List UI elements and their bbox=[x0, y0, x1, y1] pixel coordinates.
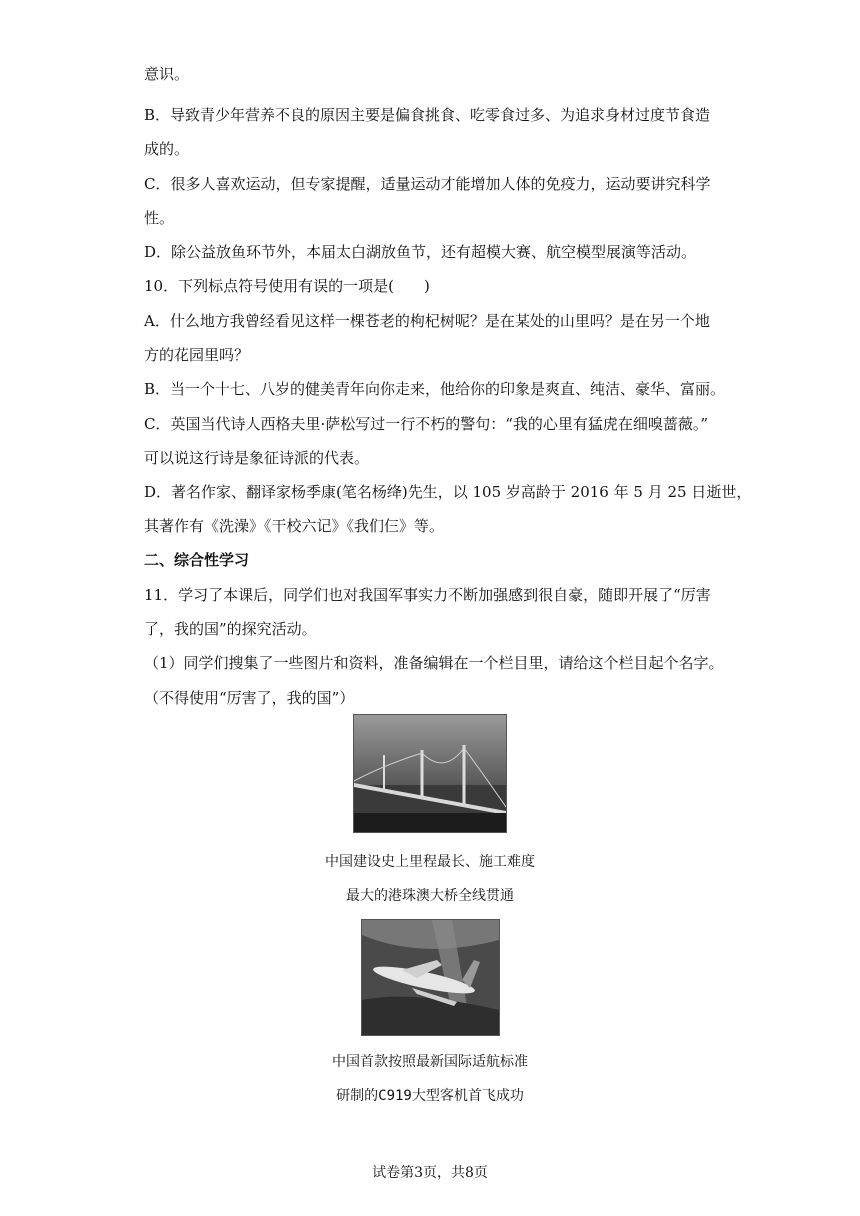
option-b: B．当一个十七、八岁的健美青年向你走来，他给你的印象是爽直、纯洁、豪华、富丽。 bbox=[144, 380, 726, 398]
plane-caption: 中国首款按照最新国际适航标准 bbox=[332, 1054, 528, 1070]
text-line: 可以说这行诗是象征诗派的代表。 bbox=[144, 449, 370, 467]
bridge-caption: 中国建设史上里程最长、施工难度 bbox=[325, 854, 535, 870]
option-b: B．导致青少年营养不良的原因主要是偏食挑食、吃零食过多、为追求身材过度节食造 bbox=[144, 106, 711, 124]
text-line: 了，我的国”的探究活动。 bbox=[144, 620, 317, 638]
text-line: （不得使用“厉害了，我的国”） bbox=[144, 689, 355, 707]
plane-caption: 研制的C919大型客机首飞成功 bbox=[336, 1088, 524, 1104]
plane-photo bbox=[361, 919, 500, 1036]
text-line: 其著作有《洗澡》《干校六记》《我们仨》等。 bbox=[144, 517, 445, 535]
text-line: 成的。 bbox=[144, 140, 190, 158]
option-c: C．很多人喜欢运动，但专家提醒，适量运动才能增加人体的免疫力，运动要讲究科学 bbox=[144, 175, 711, 193]
sub-question-1: （1）同学们搜集了一些图片和资料，准备编辑在一个栏目里，请给这个栏目起个名字。 bbox=[144, 654, 724, 672]
text-line: 方的花园里吗？ bbox=[144, 346, 250, 364]
option-d: D．除公益放鱼环节外，本届太白湖放鱼节，还有超模大赛、航空模型展演等活动。 bbox=[144, 243, 697, 261]
option-a: A．什么地方我曾经看见这样一棵苍老的枸杞树呢？是在某处的山里吗？是在另一个地 bbox=[144, 312, 710, 330]
section-heading: 二、综合性学习 bbox=[144, 551, 250, 569]
option-c: C．英国当代诗人西格夫里·萨松写过一行不朽的警句：“我的心里有猛虎在细嗅蔷薇。” bbox=[144, 415, 709, 433]
bridge-caption: 最大的港珠澳大桥全线贯通 bbox=[346, 888, 514, 904]
text-line: 意识。 bbox=[144, 65, 190, 83]
bridge-photo bbox=[353, 714, 507, 833]
option-d: D．著名作家、翻译家杨季康(笔名杨绛)先生，以 105 岁高龄于 2016 年 5 月 25 日逝世， bbox=[144, 483, 752, 501]
page-footer: 试卷第3页，共8页 bbox=[372, 1165, 488, 1181]
text-line: 性。 bbox=[144, 209, 175, 227]
question-10: 10．下列标点符号使用有误的一项是( ) bbox=[144, 277, 430, 295]
question-11: 11．学习了本课后，同学们也对我国军事实力不断加强感到很自豪，随即开展了“厉害 bbox=[144, 586, 711, 604]
